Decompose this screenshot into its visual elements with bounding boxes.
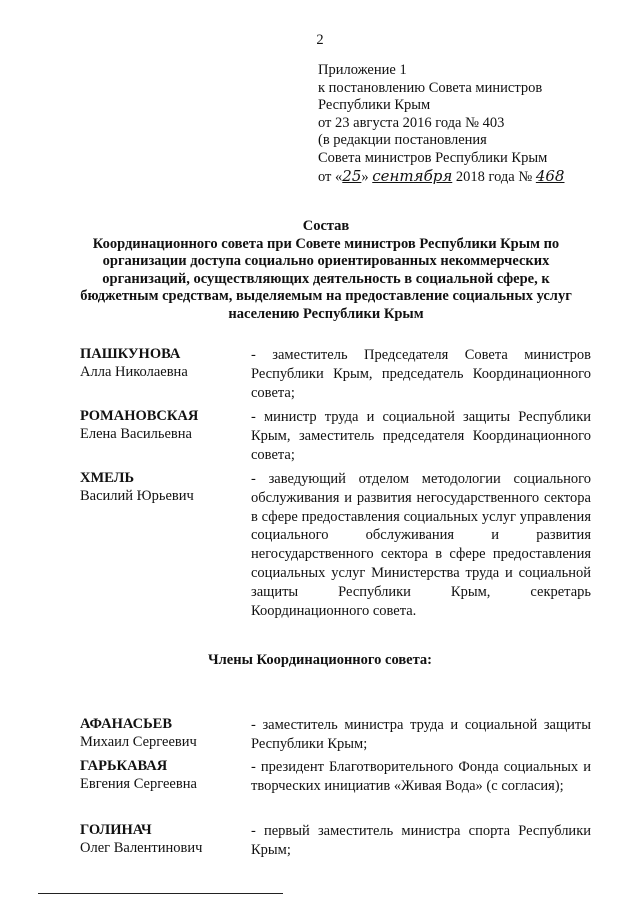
role: - министр труда и социальной защиты Республики Крым, заместитель председателя Координационного совета;: [251, 409, 591, 463]
handwritten-number: 468: [535, 166, 565, 185]
given-name: Михаил Сергеевич: [80, 733, 197, 750]
members-title: Члены Координационного совета:: [208, 652, 432, 668]
page-number: 2: [316, 32, 324, 48]
role: - президент Благотворительного Фонда социальных и творческих инициатив «Живая Вода» (с согласия);: [251, 759, 591, 794]
role: - заведующий отделом методологии социального обслуживания и развития негосударственного сектора в сфере предоставления социальных услуг управления социального обслуживания и развития негосударственного сектора в сфере предоставления социальных услуг Министерства труда и социальной защиты Республики Крым, секретарь Координационного совета.: [251, 471, 591, 619]
handwritten-month: сентября: [372, 166, 453, 185]
given-name: Василий Юрьевич: [80, 487, 194, 504]
person: [80, 346, 240, 381]
document-title: [70, 218, 582, 324]
annex-date-line: [318, 168, 618, 187]
role: - заместитель Председателя Совета министров Республики Крым, председатель Координационного совета;: [251, 347, 591, 401]
footer-divider: [38, 893, 283, 894]
given-name: Елена Васильевна: [80, 425, 192, 442]
given-name: Олег Валентинович: [80, 839, 203, 856]
annex-header: [318, 62, 618, 186]
annex-line: от 23 августа 2016 года № 403: [318, 114, 505, 131]
title-body: Координационного совета при Совете министров Республики Крым по организации доступа социально ориентированных некоммерческих организаций, осуществляющих деятельность в социальной сфере, к бюджетным средствам, выделяемым на предоставление социальных услуг населению Республики Крым: [80, 235, 572, 322]
person: [80, 408, 240, 443]
person: [80, 758, 240, 793]
title-heading: Состав: [302, 218, 350, 234]
given-name: Алла Николаевна: [80, 363, 188, 380]
annex-line: Республики Крым: [318, 97, 431, 114]
date-year: 2018 года №: [455, 168, 533, 185]
annex-line: (в редакции постановления: [318, 132, 487, 149]
surname: АФАНАСЬЕВ: [80, 716, 172, 732]
annex-line: Приложение 1: [318, 62, 407, 78]
role: - первый заместитель министра спорта Республики Крым;: [251, 823, 591, 858]
surname: ГАРЬКАВАЯ: [80, 758, 168, 774]
annex-line: Совета министров Республики Крым: [318, 149, 548, 166]
surname: РОМАНОВСКАЯ: [80, 408, 199, 424]
annex-line: к постановлению Совета министров: [318, 79, 543, 96]
date-prefix: от «: [318, 168, 343, 185]
given-name: Евгения Сергеевна: [80, 775, 197, 792]
handwritten-day: 25: [342, 166, 362, 185]
surname: ГОЛИНАЧ: [80, 822, 152, 838]
role: - заместитель министра труда и социальной защиты Республики Крым;: [251, 717, 591, 752]
date-quote: »: [361, 168, 369, 185]
surname: ХМЕЛЬ: [80, 470, 135, 486]
person: [80, 822, 240, 857]
surname: ПАШКУНОВА: [80, 346, 181, 362]
person: [80, 470, 240, 505]
person: [80, 716, 240, 751]
